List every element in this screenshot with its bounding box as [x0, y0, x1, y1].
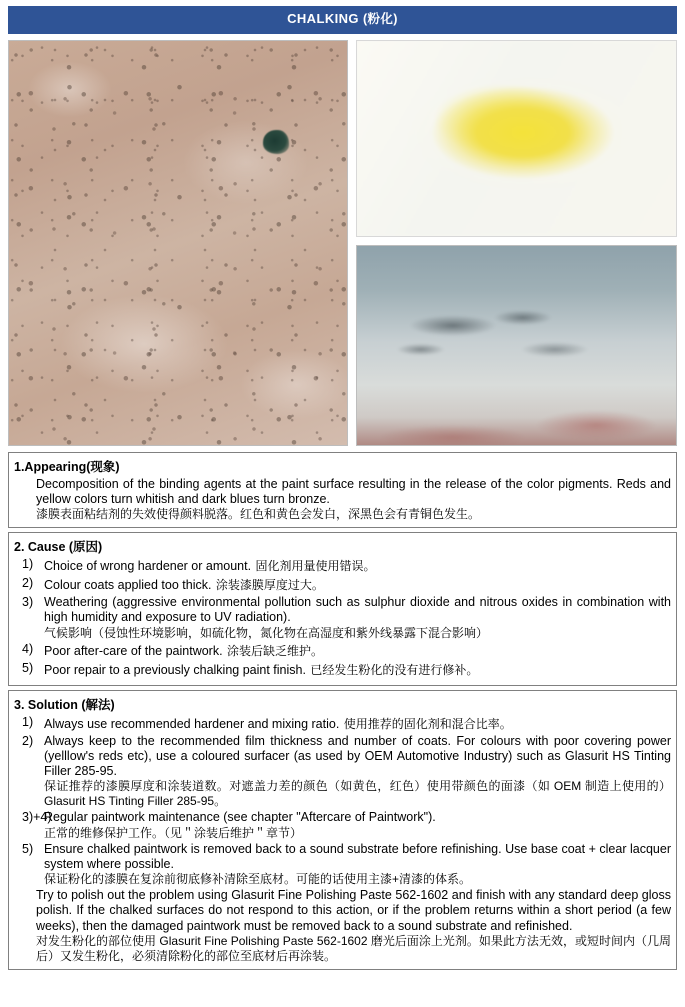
section-appearing-body	[14, 477, 671, 523]
list-item-text-en: Poor after-care of the paintwork.	[44, 643, 223, 658]
page-title-en: CHALKING	[287, 11, 359, 26]
photo-streak-layer	[357, 246, 676, 445]
list-item	[14, 595, 671, 641]
list-item-number: 2)	[22, 733, 34, 748]
chalked-pink-panel-photo	[8, 40, 348, 446]
section-appearing-text-en: Decomposition of the binding agents at the paint surface resulting in the release of the color pigments. Reds and yellow colors turn whitish and dark blues turn bronze.	[36, 476, 671, 506]
list-item-number: 5)	[22, 841, 34, 856]
photo-yellow-layer	[357, 41, 676, 236]
list-item	[14, 557, 671, 575]
photo-dark-spot	[263, 130, 289, 154]
list-item-text-cn: 保证粉化的漆膜在复涂前彻底修补清除至底材。可能的话使用主漆+清漆的体系。	[44, 872, 472, 887]
section-cause	[8, 532, 677, 686]
solution-list	[14, 715, 671, 888]
list-item	[14, 661, 671, 679]
list-item-text-cn: 保证推荐的漆膜厚度和涂装道数。对遮盖力差的颜色（如黄色，红色）使用带颜色的面漆（如 OEM 制造上使用的）Glasurit HS Tinting Filler 285-95。	[44, 779, 671, 809]
solution-trailing-text-en: Try to polish out the problem using Glasurit Fine Polishing Paste 562-1602 and finish with any standard deep gloss polish. If the chalked surfaces do not respond to this action, or if the problem returns within a short period (a few weeks), then the damaged paintwork must be removed back to a sound substrate and refinished.	[36, 888, 671, 933]
photo-speckle-layer	[9, 41, 347, 445]
list-item-text-en: Poor repair to a previously chalking paint finish.	[44, 662, 306, 677]
solution-trailing-paragraph	[14, 888, 671, 964]
list-item-text-en: Always use recommended hardener and mixing ratio.	[44, 716, 340, 731]
list-item	[14, 842, 671, 888]
list-item	[14, 576, 671, 594]
list-item-number: 4)	[22, 641, 34, 656]
list-item-text-en: Always keep to the recommended film thickness and number of coats. For colours with poor covering power (yelllow's reds etc), use a coloured surfacer (as used by OEM Automotive Industry) such as Glasurit HS Tinting Filler 285-95.	[44, 733, 671, 779]
list-item	[14, 715, 671, 733]
chalked-blue-grey-paint-photo	[356, 245, 677, 446]
list-item-number: 3)	[22, 595, 34, 610]
list-item-text-en: Colour coats applied too thick.	[44, 578, 212, 593]
list-item-text-cn: 固化剂用量使用错误。	[255, 559, 376, 574]
solution-trailing-text-cn: 对发生粉化的部位使用 Glasurit Fine Polishing Paste 562-1602 磨光后面涂上光剂。如果此方法无效，或短时间内（几周后）又发生粉化，必须清除粉化的部位至底材后再涂装。	[36, 933, 671, 963]
list-item-text-en: Weathering (aggressive environmental pollution such as sulphur dioxide and nitrous oxides in combination with high humidity and exposure to UV radiation).	[44, 595, 671, 625]
image-gallery	[8, 40, 677, 446]
list-item-text-cn: 涂装漆膜厚度过大。	[215, 578, 324, 593]
cause-list	[14, 557, 671, 679]
list-item-text-cn: 涂装后缺乏维护。	[227, 643, 324, 658]
page-title-cn: (粉化)	[362, 12, 398, 26]
section-appearing	[8, 452, 677, 529]
right-image-column	[356, 40, 677, 446]
section-cause-heading: 2. Cause (原因)	[14, 540, 103, 555]
list-item-text-en: Ensure chalked paintwork is removed back to a sound substrate before refinishing. Use base coat + clear lacquer system where possible.	[44, 841, 671, 871]
list-item-text-en: Regular paintwork maintenance (see chapter "Aftercare of Paintwork").	[44, 810, 436, 825]
list-item-text-cn: 使用推荐的固化剂和混合比率。	[343, 716, 512, 731]
list-item-number: 1)	[22, 557, 34, 572]
list-item-number: 3)+4)	[22, 810, 52, 825]
list-item-number: 5)	[22, 660, 34, 675]
section-appearing-heading: 1.Appearing(现象)	[14, 459, 120, 474]
section-appearing-text-cn: 漆膜表面粘结剂的失效使得颜料脱落。红色和黄色会发白，深黑色会有青铜色发生。	[36, 507, 481, 522]
list-item	[14, 810, 671, 840]
list-item-number: 1)	[22, 714, 34, 729]
list-item-text-cn: 已经发生粉化的没有进行修补。	[310, 662, 479, 677]
chalked-yellow-paint-photo	[356, 40, 677, 237]
list-item	[14, 734, 671, 810]
list-item-text-cn: 正常的维修保护工作。（见＂涂装后维护＂章节）	[44, 825, 303, 840]
list-item-text-cn: 气候影响（侵蚀性环境影响，如硫化物，氮化物在高湿度和紫外线暴露下混合影响）	[44, 625, 489, 640]
list-item	[14, 642, 671, 660]
list-item-number: 2)	[22, 576, 34, 591]
section-solution	[8, 690, 677, 970]
page-title	[8, 6, 677, 34]
list-item-text-en: Choice of wrong hardener or amount.	[44, 559, 252, 574]
section-solution-heading: 3. Solution (解法)	[14, 697, 115, 712]
